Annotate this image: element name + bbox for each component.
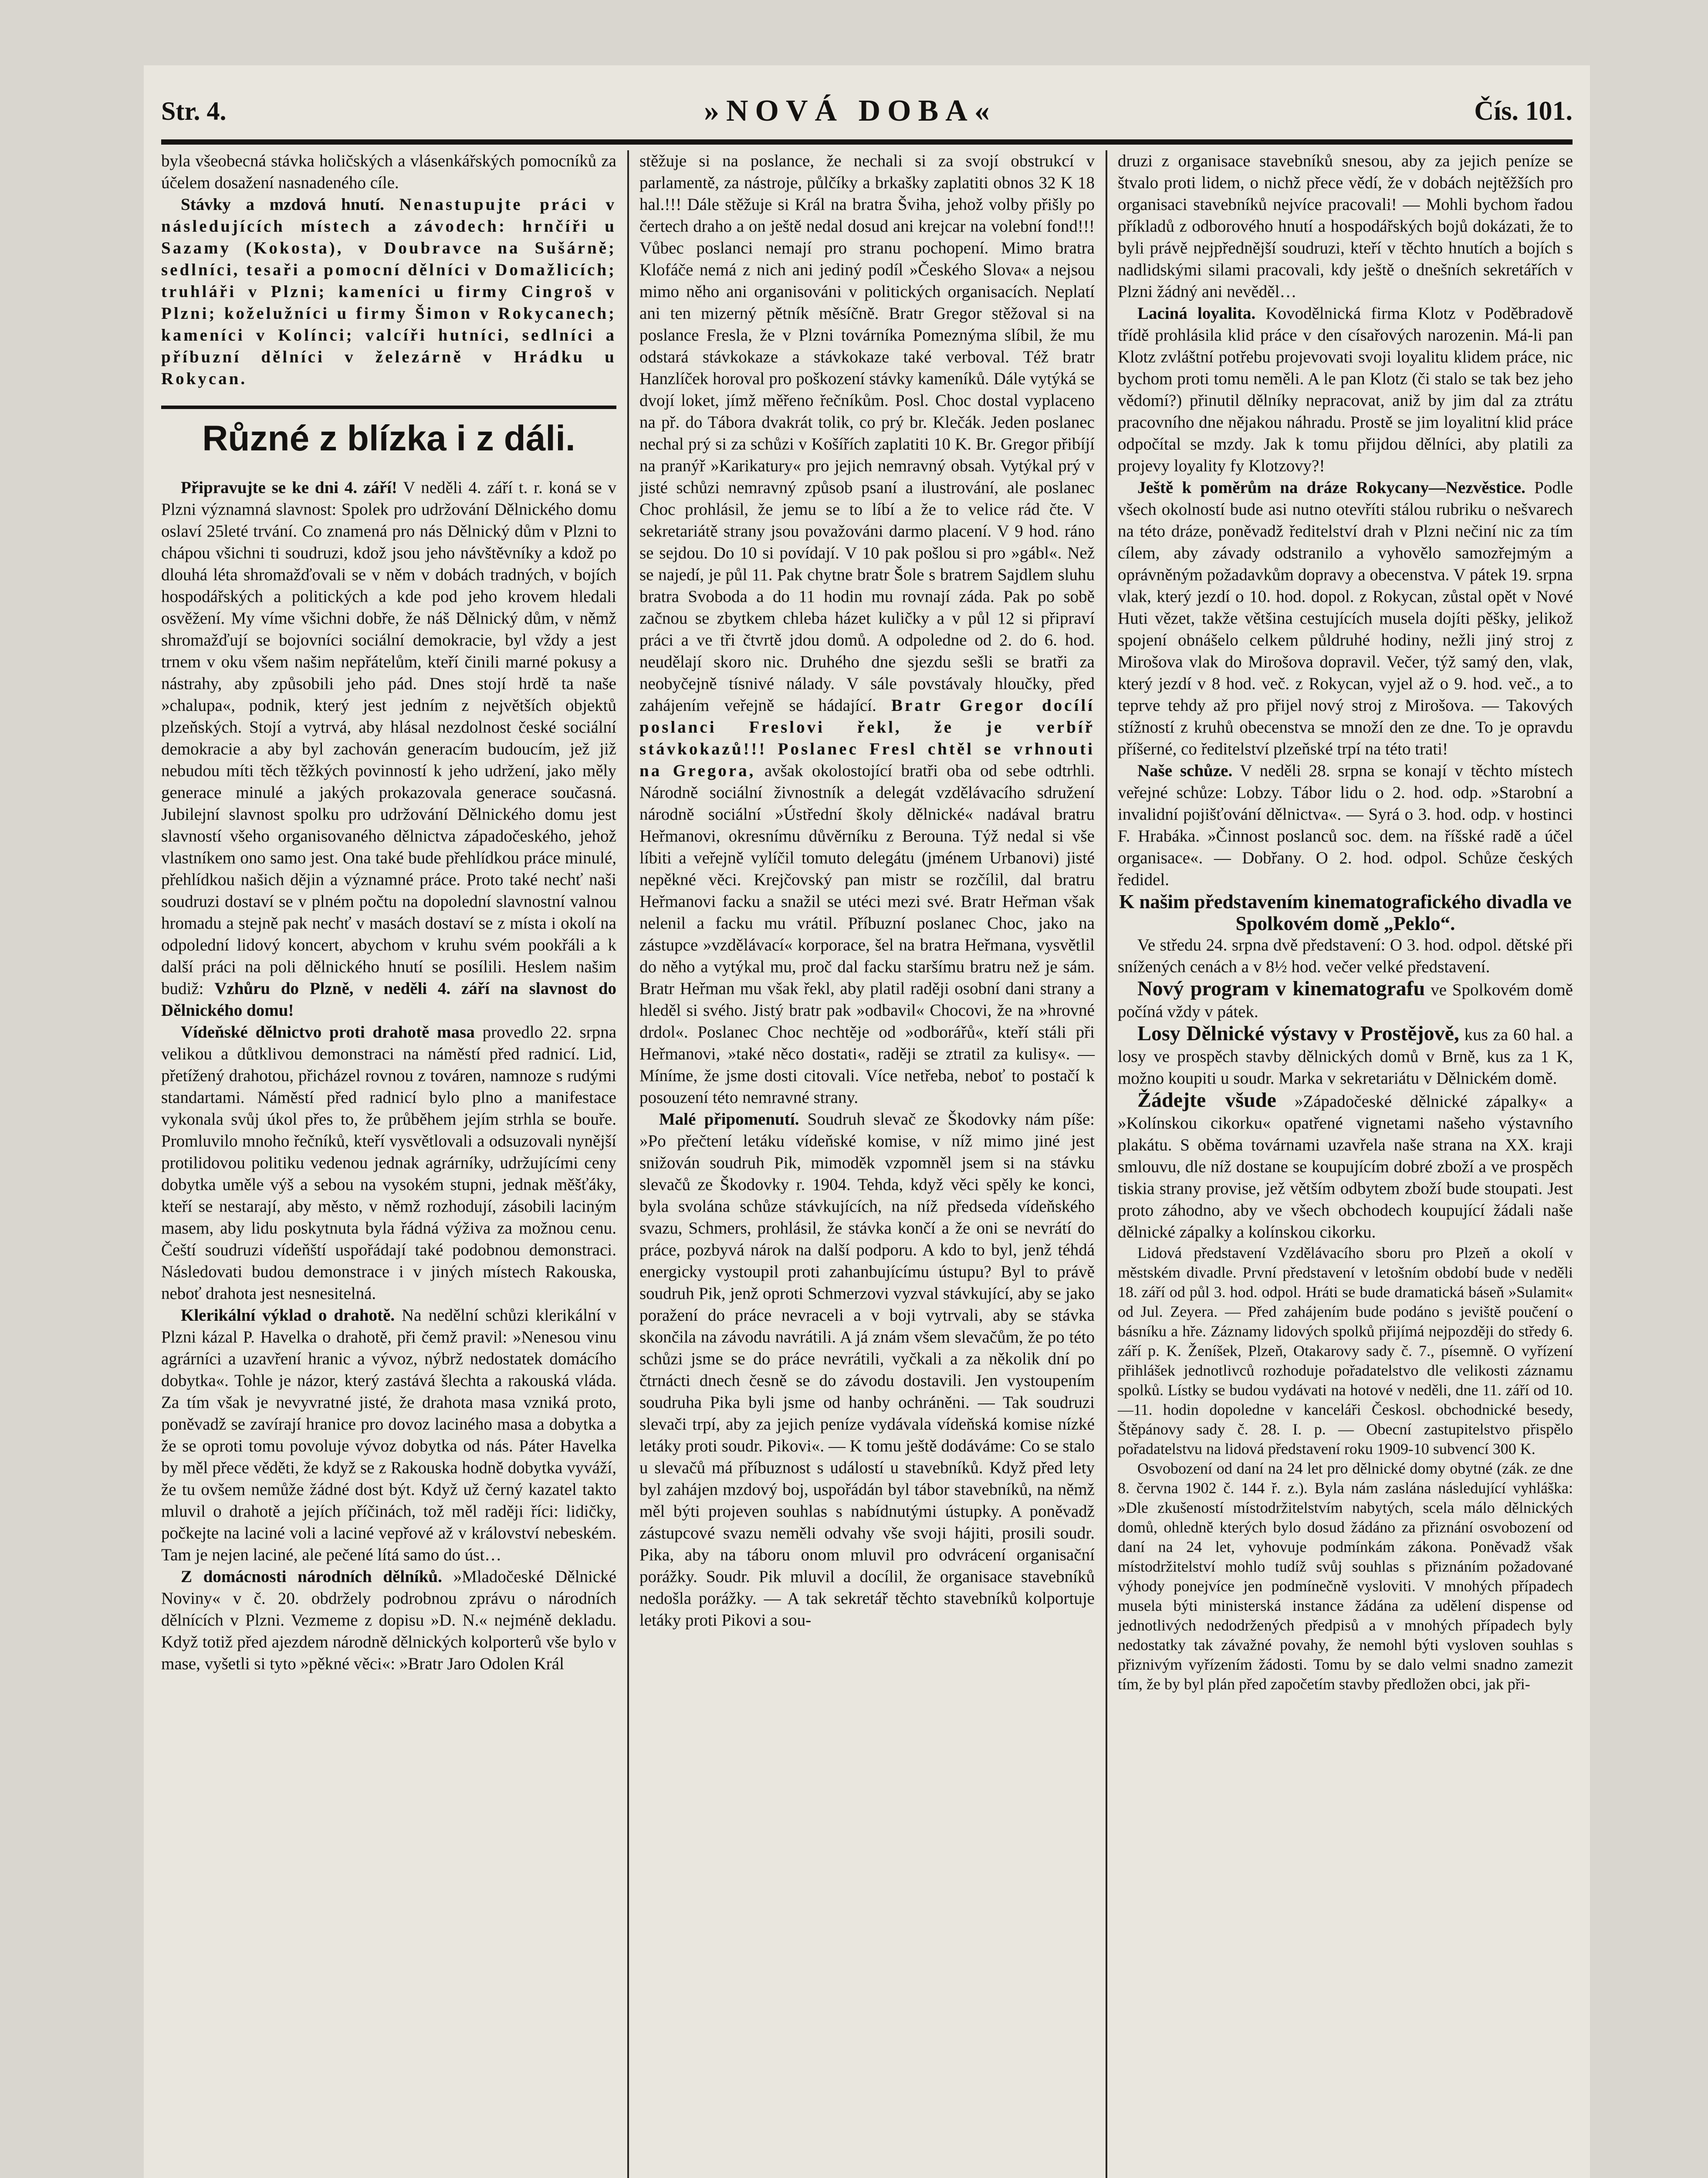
- article-body: kus za 60 hal. a losy ve prospěch stavby dělnických domů v Brně, kus za 1 K, možno koupiti u soudr. Marka v sekretariátu v Dělnickém domě.: [1118, 1025, 1573, 1088]
- article-matches: [1118, 1089, 1573, 1243]
- article-title: K našim představením kinematografického divadla ve Spolkovém domě „Peklo“.: [1119, 891, 1572, 934]
- section-heading: Různé z blízka i z dáli.: [161, 406, 616, 465]
- newspaper-title: »NOVÁ DOBA«: [703, 94, 997, 128]
- article-body: Ve středu 24. srpna dvě představení: O 3. hod. odpol. dětské při snížených cenách a v 8½ hod. večer velké představení.: [1118, 936, 1573, 976]
- article-body: ve Spolkovém domě počíná vždy v pátek.: [1118, 981, 1573, 1021]
- article-body: V neděli 28. srpna se konají v těchto místech veřejné schůze: Lobzy. Tábor lidu o 2. hod. odp. »Starobní a invalidní pojišťování dělnictva«. — Syrá o 3. hod. odp. v hostinci F. Hrabáka. »Činnost poslanců soc. dem. na říšské radě a účel organisace«. — Dobřany. O 2. hod. odpol. Schůze českých ředidel.: [1118, 761, 1573, 889]
- column-1: [161, 150, 616, 1675]
- column-divider: [627, 150, 629, 2178]
- article-railway: [1118, 477, 1573, 760]
- article-title: Připravujte se ke dni 4. září!: [181, 478, 397, 497]
- article-theatre: Lidová představení Vzdělávacího sboru pro Plzeň a okolí v městském divadle. První představení v letošním období bude v neděli 18. září od půl 3. hod. odpol. Hráti se bude dramatická báseň »Sulamit« od Jul. Zeyera. — Před zahájením bude podáno s jeviště poučení o básníku a hře. Záznamy lidových spolků přijímá nejpozději do středy 6. září p. K. Ženíšek, Plzeň, Otakarovy sady č. 7., písemně. O vyřízení přihlášek jednotlivců rozhoduje pořadatelstvo dle velikosti záznamu spolků. Lístky se budou vydávati na hotové v neděli, dne 11. září od 10.—11. hodin dopoledne v kanceláři Českosl. obchodnické besedy, Štěpánovy sady č. 28. I. p. — Obecní zastupitelstvo přispělo pořadatelstvu na lidová představení roku 1909-10 subvencí 300 K.: [1118, 1244, 1573, 1458]
- article-loyalty: [1118, 303, 1573, 477]
- article-cinema: [1118, 978, 1573, 1023]
- article-title: Stávky a mzdová hnutí.: [181, 195, 384, 214]
- article-title: Vídeňské dělnictvo proti drahotě masa: [181, 1023, 475, 1042]
- article-title: Klerikální výklad o drahotě.: [181, 1306, 395, 1325]
- issue-number: Čís. 101.: [1474, 96, 1573, 126]
- column-divider: [1106, 150, 1107, 2178]
- column-2: [639, 150, 1095, 1631]
- article-meetings: [1118, 760, 1573, 891]
- article-national-workers: [161, 1566, 616, 1675]
- article-continuation: byla všeobecná stávka holičských a vlásenkářských pomocníků za účelem dosažení nasnadeného cíle.: [161, 152, 616, 192]
- article-title: Ještě k poměrům na dráze Rokycany—Nezvěstice.: [1137, 478, 1525, 497]
- article-emphasis: Bratr Gregor docílí poslanci Freslovi řekl, že je verbíř stávkokazů!!! Poslanec Fresl chtěl se vrhnouti na Gregora,: [639, 696, 1095, 780]
- article-body: »Mladočeské Dělnické Noviny« v č. 20. obdržely podrobnou zprávu o národních dělnících v Plzni. Vezmeme z dopisu »D. N.« nejméně dekladu. Když totiž před ajezdem národně dělnických kolporterů vše bylo v mase, vyšetli si tyto »pěkné věci«: »Bratr Jaro Odolen Král: [161, 1567, 616, 1673]
- article-body: avšak okolostojící bratři oba od sebe odtrhli. Národně sociální živnostník a delegát vzdělávacího sdružení národně sociální »Ústřední školy dělnické« nadával bratru Heřmanovi, okresnímu důvěrníku z Berouna. Týž nedal si vše líbiti a veřejně vylíčil tomuto delegátu (jménem Urbanovi) jisté nepěkné věci. Krejčovský pan mistr se rozčílil, dal bratru Heřmanovi facku a snažil se utéci mezi své. Bratr Heřman však nelenil a facku mu vrátil. Příbuzní poslanec Choc, jako na zástupce »vzdělávací« korporace, šel na bratra Heřmana, vysvětlil do něho a vytýkal mu, proč dal facku staršímu bratru než je sám. Bratr Heřman mu však řekl, aby platil raději osobní dani strany a hleděl si svého. Jistý bratr pak »odbavil« Chocovi, že na »hrovné drdol«. Poslanec Choc nechtěje od »odborářů«, kteří stáli při Heřmanovi, »také něco dostati«, raději se ztratil za kulisy«. — Míníme, že jsme dosti citovali. Více netřeba, neboť to postačí k posouzení této nemravné strany.: [639, 761, 1095, 1107]
- article-body: Podle všech okolností bude asi nutno otevříti stálou rubriku o nešvarech na této dráze, poněvadž ředitelství drah v Plzni nečiní nic za tím cílem, aby závady odstranilo a vyhovělo samozřejmým a oprávněným požadavkům dopravy a obecenstva. V pátek 19. srpna vlak, který jezdí o 10. hod. dopol. z Rokycan, zůstal opět v Nové Huti vězet, takže většina cestujících musela dojíti pěšky, jelikož spojení obnášelo celkem půldruhé hodiny, nežli jiný stroj z Mirošova vlak do Mirošova dopravil. Večer, týž samý den, vlak, který jezdí v 8 hod. več. z Rokycan, vyjel až o 9. hod. več., a to teprve tehdy až pro přijel nový stroj z Mirošova. — Takových stížností z kruhů obecenstva se množí den ze dne. To je opravdu příšerné, co ředitelství plzeňské trpí na této trati!: [1118, 478, 1573, 758]
- article-clerical: [161, 1305, 616, 1566]
- article-body: »Západočeské dělnické zápalky« a »Kolínskou cikorku« opatřené vignetami našeho výstavního plakátu. S oběma továrnami uzavřela naše strana na XX. kraji smlouvu, dle níž dostane se koupujícím dobré zboží a ve prospěch tiskia strany provise, jež větším odbytem zboží bude stoupati. Jest proto záhodno, aby ve všech obchodech koupující žádali naše dělnické zápalky a kolínskou cikorku.: [1118, 1092, 1573, 1241]
- article-lottery: [1118, 1023, 1573, 1089]
- article-title: Žádejte všude: [1137, 1089, 1276, 1112]
- article-body: stěžuje si na poslance, že nechali si za svojí obstrukcí v parlamentě, za nástroje, půlčíky a brkašky zaplatiti obnos 32 K 18 hal.!!! Dále stěžuje si Král na bratra Šviha, jehož volby přišly po čertech draho a on ještě nedal dosud ani krejcar na volební fond!!! Vůbec poslanci nemají pro stranu pochopení. Mimo bratra Klofáče nemá z nich ani jediný podíl »Českého Slova« a nejsou mimo něho ani organisováni v politických organisacích. Neplatí ani ten mizerný pětník měsíčně. Bratr Gregor stěžoval si na poslance Fresla, že v Plzni továrníka Pomeznýma slíbil, že mu odstará stávkokaze a stávkokaze také verboval. Též bratr Hanzlíček horoval pro poškození stávky kameníků. Dále vytýká se dvojí loket, jímž měřeno řečníkům. Posl. Choc dostal vyplaceno na př. do Tábora dvakrát tolik, co prý br. Klečák. Jeden poslanec nechal prý si za schůzi v Košířích zaplatiti 10 K. Br. Gregor přibíjí na pranýř »Karikatury« pro jejich nemravný obsah. Vytýkal prý v jisté schůzi nemravný způsob psaní a ilustrování, ale poslanec Choc prohlásil, že jemu se to líbí a že to velice rád čte. V sekretariátě strany jsou považováni darmo placení. V 9 hod. ráno se sejdou. Do 10 si povídají. V 10 pak pošlou si pro »gábl«. Než se najedí, je půl 11. Pak chytne bratr Šole s bratrem Sajdlem sluhu bratra Svoboda a do 11 hodin mu rovnají záda. Pak po sobě začnou se zbytkem chleba házet kuličky a v půl 12 si připraví práci a ve tři čtvrtě jdou domů. A odpoledne od 2. do 6. hod. neudělají skoro nic. Druhého dne sjezdu sešli se bratři za neobyčejně tísnivé nálady. V sále povstávaly hloučky, před zahájením veřejně se hádající.: [639, 152, 1095, 715]
- article-title: Laciná loyalita.: [1137, 304, 1256, 323]
- article-title: Z domácnosti národních dělníků.: [181, 1567, 442, 1586]
- article-tax-exemption: Osvobození od daní na 24 let pro dělnické domy obytné (zák. ze dne 8. června 1902 č. 144 ř. z.). Byla nám zaslána následující vyhláška: »Dle zkušeností místodržitelstvím nabytých, scela málo dělnických domů, ohledně kterých bylo dosud žádáno za přiznání osvobození od daní na 24 let, vyhovuje podmínkám zákona. Poněvadž však místodržitelství mohlo tudíž svůj souhlas s přiznáním požadované výhody ponejvíce jen podmínečně vysloviti. V mnohých případech musela býti ministerská instance žádána za udělení dispense od jednotlivých nedodržených předpisů a v mnohých případech byly nedostatky tak závažné povahy, že nemohl býti vysloven souhlas s přiznivým vyřízením žádosti. Tomu by se dalo velmi snadno zamezit tím, že by byl plán před započetím stavby předložen obci, jak při-: [1118, 1460, 1573, 1693]
- article-reminder: [639, 1109, 1095, 1631]
- article-title: Nový program v kinematografu: [1137, 977, 1425, 1000]
- article-continuation: [639, 150, 1095, 1109]
- article-body: V neděli 4. září t. r. koná se v Plzni významná slavnost: Spolek pro udržování Dělnického domu oslaví 25leté trvání. Co znamená pro nás Dělnický dům v Plzni to chápou všichni ti soudruzi, kdož jsou jeho návštěvníky a kdož po dlouhá léta shromažďovali se v něm v dobách tradných, v bojích hospodářských a politických a kde pod jeho krovem hledali osvěžení. My víme všichni dobře, že náš Dělnický dům, v němž shromažďují se bojovníci sociální demokracie, byl vždy a jest trnem v oku všem našim nepřátelům, kteří činili marné pokusy a nástrahy, aby způsobili jeho pád. Dnes stojí hrdě ta naše »chalupa«, podnik, který jest jedním z největších objektů plzeňských. Stojí a vytrvá, aby hlásal nezdolnost české sociální demokracie a aby byl zachován generacím budoucím, jež již nebudou míti těch těžkých povinností k jeho udržení, jako měly generace minulé a jakých prokazovala generace současná. Jubilejní slavnost spolku pro udržování Dělnického domu jest slavností všeho organisovaného dělnictva západočeského, jehož vlastníkem ono samo jest. Ona také bude přehlídkou práce minulé, přehlídkou našich dějin a významné práce. Proto také nechť naši soudruzi dostaví se v plném počtu na dopolední slavnostní valnou hromadu a stejně pak nechť v masách dostaví se z místa i okolí na odpolední lidový koncert, abychom v kruhu svém pookřáli a k další práci na poli dělnického hnutí se posílili. Heslem našim budiž:: [161, 478, 617, 998]
- article-title: Losy Dělnické výstavy v Prostějově,: [1137, 1022, 1459, 1045]
- article-anniversary: [161, 477, 616, 1021]
- article-title: Naše schůze.: [1137, 761, 1233, 780]
- article-continuation: druzi z organisace stavebníků snesou, aby za jejich peníze se štvalo proti lidem, o nichž přece vědí, že v dobách nejtěžších pro organisaci stavebníků nejvíce pracovali! — Mohli bychom řadou příkladů z odborového hnutí a hospodářských bojů dokázati, že to byli právě nejpřednější soudruzi, kteří v těchto hnutích a bojích s nadlidskými silami pracovali, kdy ještě o dnešních sekretářích v Plzni žádný ani nevěděl…: [1118, 152, 1573, 301]
- article-body: Nenastupujte práci v následujících místech a závodech: hrnčíři u Sazamy (Kokosta), v Doubravce na Sušárně; sedlníci, tesaři a pomocní dělníci v Domažlicích; truhláři v Plzni; kameníci u firmy Cingroš v Plzni; koželužníci u firmy Šimon v Rokycanech; kameníci v Kolínci; valcíři hutníci, sedlníci a příbuzní dělníci v železárně v Hrádku u Rokycan.: [161, 195, 616, 388]
- article-vienna: [161, 1021, 616, 1305]
- article-title: Malé připomenutí.: [659, 1110, 799, 1129]
- page-number: Str. 4.: [161, 96, 227, 125]
- article-body: Kovodělnická firma Klotz v Poděbradově třídě prohlásila klid práce v den císařových narozenin. Má-li pan Klotz zvláštní potřebu projevovati svoji loyalitu klidem práce, nic bychom proti tomu neměli. A le pan Klotz (či stalo se tak bez jeho vědomí?) přinutil dělníky nepracovat, aniž by jim dal za ztrátu pracovního dne nějakou náhradu. Prostě se jim loyalitní klid práce odpočítal se mzdy. Jak k tomu přijdou dělníci, aby platili za projevy loyality fy Klotzovy?!: [1118, 304, 1573, 475]
- article-motto: Vzhůru do Plzně, v neděli 4. září na slavnost do Dělnického domu!: [161, 979, 616, 1020]
- newspaper-page: [144, 65, 1590, 2178]
- column-3: [1118, 150, 1573, 1694]
- article-body: provedlo 22. srpna velikou a důtklivou demonstraci na náměstí před radnicí. Lid, přetížený drahotou, přicházel rovnou z továren, namnoze s rudými standartami. Náměstí před radnicí bylo plno a manifestace vykonala svůj úkol přes to, že průběhem jejím strhla se bouře. Promluvilo mnoho řečníků, kteří vysvětlovali a odsuzovali nynější protilidovou politiku vedenou jednak agrárníky, udržujícími ceny dobytka uměle výš a sebou na vysokém stupni, jednak měšťáky, kteří se nestarají, aby město, v němž rozhodují, zásobili laciným masem, aby lidu poskytnuta byla řádná výživa za možnou cenu. Čeští soudruzi vídeňští uspořádají také podobnou demonstraci. Následovati budou demonstrace i v jiných místech Rakouska, neboť drahota jest nesnesitelná.: [161, 1023, 617, 1303]
- article-body: Soudruh slevač ze Škodovky nám píše: »Po přečtení letáku vídeňské komise, v níž mimo jiné jest snižován soudruh Pik, mimoděk vzpomněl jsem si na stávku slevačů ze Škodovky r. 1904. Tehda, když věci spěly ke konci, byla svolána schůze stávkujících, na níž předseda vídeňského svazu, Schmers, prohlásil, že stávka končí a že oni se nevrátí do práce, pozbyvá nárok na další podporu. A kdo to byl, jenž téhdá energicky vystoupil proti zahanbujícímu ústupu? Byl to právě soudruh Pik, jenž oproti Schmerzovi vyzval stávkující, aby se jako poražení do práce nevraceli a v boji vytrvali, aby se stávka skončila na závodu navrátili. A já znám všem slevačům, že po této schůzi jsme se do práce nevrátili, vyčkali a za několik dní po čtrnácti dnech česně se do závodu dostavili. Jen vystoupením soudruha Pika byli jsme od hanby ochráněni. — Tak soudruzi slevači trpí, aby za jejich peníze vydávala vídeňská komise nízké letáky proti soudr. Pikovi«. — K tomu ještě dodáváme: Co se stalo u slevačů má příbuznost s událostí u stavebníků. Když před lety byl zahájen mzdový boj, uspořádán byl tábor stavebníků, na němž měl býti projeven souhlas s nabídnutými ústupky. A poněvadž zástupcové svazu neměli odvahy vše svoji hájiti, prosili soudr. Pika, aby na táboru onom mluvil pro odvrácení organisační porážky. Soudr. Pik mluvil a docílil, že organisace stavebníků nedošla porážky. — A tak sekretář těchto stavebníků kolportuje letáky proti Pikovi a sou-: [639, 1110, 1095, 1630]
- masthead: [161, 83, 1573, 145]
- article-body: Na nedělní schůzi klerikální v Plzni kázal P. Havelka o drahotě, při čemž pravil: »Nenesou vinu agrárníci a uzavření hranic a vývoz, nýbrž nedostatek domácího dobytka«. Tohle je názor, který zastává šlechta a rakouská vláda. Za tím však je nevyvratné jisté, že drahota masa vzniká proto, poněvadž se zavírají hranice pro dovoz laciného masa a dobytka a že se oproti tomu povoluje vývoz dobytka od nás. Páter Havelka by měl přece věděti, že když se z Rakouska hodně dobytka vyváží, že tu ovšem nemůže žádné dost být. Když už černý kazatel takto mluvil o drahotě a jejích příčinách, tož měl raději říci: lidičky, počkejte na laciné voli a laciné vepřové až v království nebeském. Tam je nejen laciné, ale pečené lítá samo do úst…: [161, 1306, 616, 1564]
- article-strikes: [161, 194, 616, 390]
